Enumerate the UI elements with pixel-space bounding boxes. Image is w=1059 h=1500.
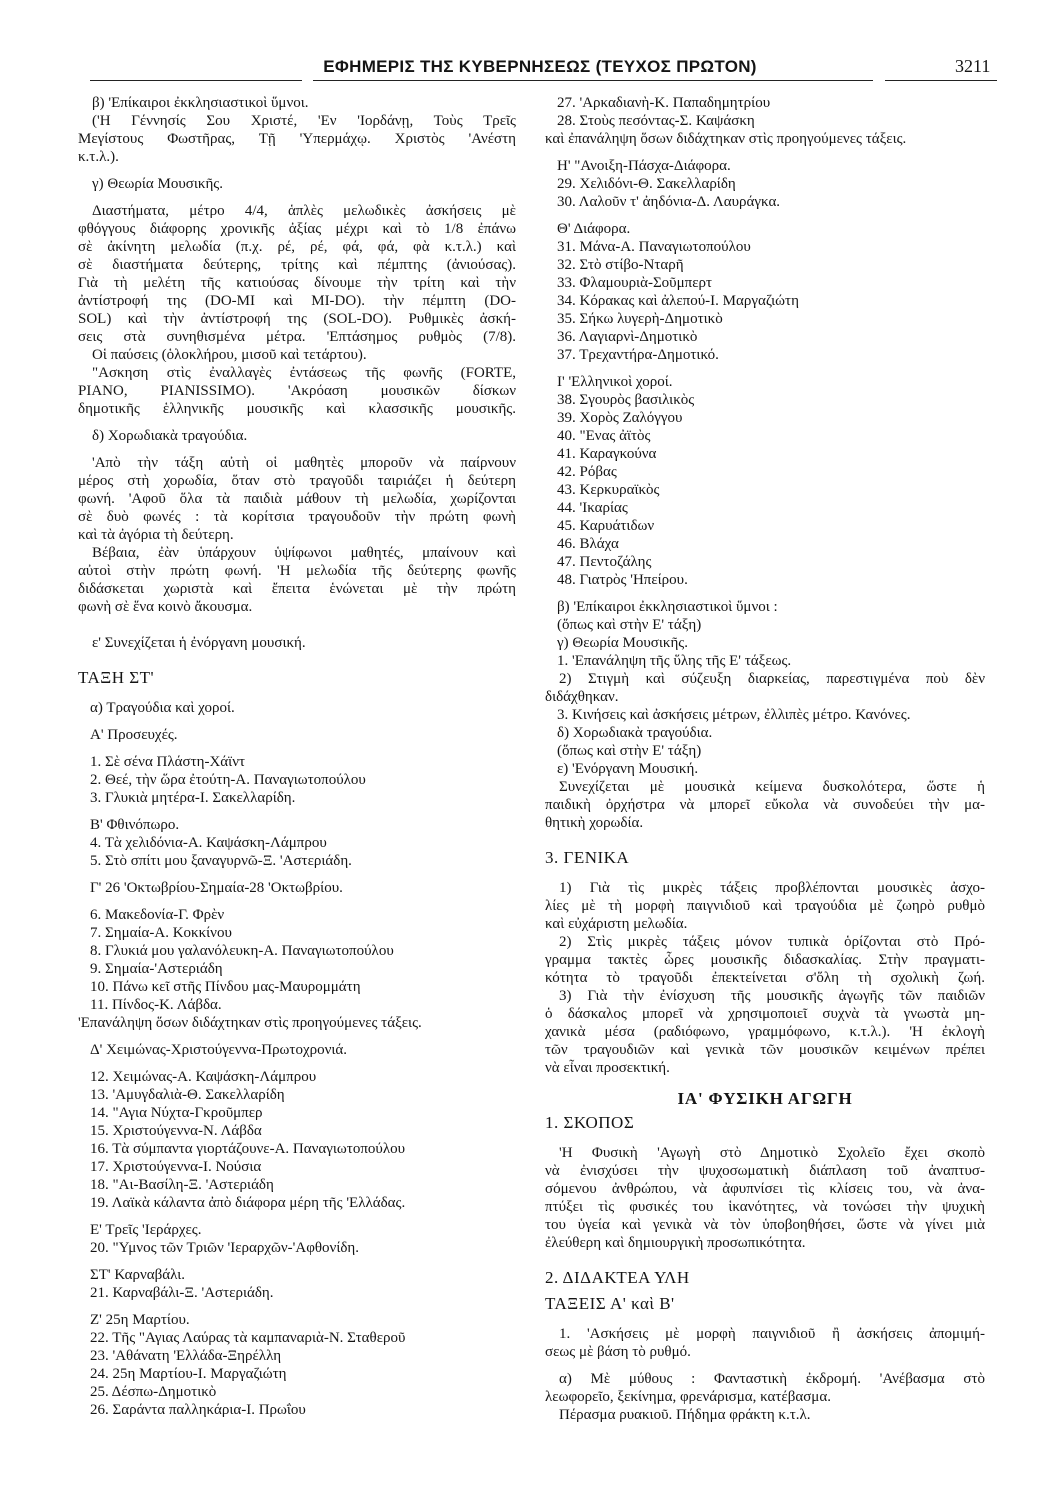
list-item: 7. Σημαία-Α. Κοκκίνου	[90, 925, 232, 941]
text-line: διδάσκεται χωριστὰ καὶ ἔπειτα ἑνώνεται μὲ τὴν πρώτη	[78, 581, 516, 597]
paragraph	[545, 1406, 985, 1424]
heading-text: ΤΑΞΗ ΣΤ'	[78, 668, 155, 687]
list-item: 2. Θεέ, τὴν ὥρα ἐτούτη-Α. Παναγιωτοπούλου	[90, 772, 366, 788]
list-item: 30. Λαλοῦν τ' ἀηδόνια-Δ. Λαυράγκα.	[557, 194, 781, 210]
list	[545, 220, 985, 364]
text-line: καὶ εὐχάριστη μελωδία.	[545, 916, 688, 932]
section-heading	[545, 846, 985, 870]
paragraph	[78, 94, 516, 112]
list-item: 3. Γλυκιὰ μητέρα-Ι. Σακελλαρίδη.	[90, 790, 296, 806]
list-item: 13. 'Αμυγδαλιὰ-Θ. Σακελλαρίδη	[90, 1087, 285, 1103]
text-line: σὲ ἀκίνητη μελωδία (π.χ. ρέ, ρέ, φά, φά, φὰ κ.τ.λ.) καὶ	[78, 239, 516, 255]
list-item: 20. "Υμνος τῶν Τριῶν 'Ιεραρχῶν-'Αφθονίδη.	[90, 1240, 360, 1256]
text-line: νὰ εἶναι προσεκτική.	[545, 1060, 670, 1076]
paragraph	[545, 1370, 985, 1406]
paragraph	[78, 1014, 516, 1032]
list-group	[545, 706, 985, 778]
heading-text: ΤΑΞΕΙΣ Α' καὶ Β'	[545, 1294, 675, 1313]
list-item: 44. 'Ικαρίας	[557, 500, 628, 516]
list-group	[78, 1041, 516, 1059]
text-line: αὐτοὶ στὴν πρώτη φωνή. 'Η μελωδία τῆς δεύτερης φωνῆς	[78, 563, 516, 579]
list	[78, 1266, 516, 1302]
list	[78, 1068, 516, 1212]
list-item: 42. Ρόβας	[557, 464, 617, 480]
text-line: 2) Στὶς μικρὲς τάξεις μόνον τυπικὰ ὁρίζονται στὸ Πρό-	[559, 934, 985, 950]
text-line: α) Μὲ μύθους : Φανταστικὴ ἐκδρομή. 'Ανέβασμα στὸ	[559, 1371, 985, 1387]
list	[545, 94, 985, 130]
list-item: 40. "Ενας ἀϊτὸς	[557, 428, 651, 444]
text-line: ('Η Γέννησίς Σου Χριστέ, 'Εν 'Ιορδάνῃ, Τοὺς Τρεῖς	[92, 113, 516, 129]
text-line: τῶν τραγουδιῶν καὶ γενικὰ τῶν μουσικῶν κειμένων πρέπει	[545, 1042, 985, 1058]
list-item: 16. Τὰ σύμπαντα γιορτάζουνε-Α. Παναγιωτοπούλου	[90, 1141, 406, 1157]
paragraph	[78, 544, 516, 616]
list-group	[78, 1311, 516, 1419]
text-line: δ) Χορωδιακὰ τραγούδια.	[92, 428, 248, 444]
list	[545, 598, 985, 670]
text-line: φωνή. 'Αφοῦ ὅλα τὰ παιδιὰ μάθουν τὴ μελωδία, χωρίζονται	[78, 491, 516, 507]
list-item: 10. Πάνω κεῖ στῆς Πίνδου μας-Μαυρομμάτη	[90, 979, 361, 995]
list-item: α) Τραγούδια καὶ χοροί.	[90, 700, 235, 716]
list	[545, 157, 985, 211]
text-line: ε' Συνεχίζεται ἡ ἐνόργανη μουσική.	[92, 635, 306, 651]
paragraph	[545, 1292, 985, 1316]
text-line: Βέβαια, ἐὰν ὑπάρχουν ὑψίφωνοι μαθητές, μπαίνουν καὶ	[92, 545, 516, 561]
list-group	[78, 753, 516, 807]
text-line: σὲ δυὸ φωνές : τὰ κορίτσια τραγουδοῦν τὴν πρώτη φωνὴ	[78, 509, 516, 525]
text-block	[78, 427, 516, 445]
text-line: δημοτικῆς ἑλληνικῆς μουσικῆς καὶ κλασσικῆς μουσικῆς.	[78, 401, 516, 417]
list	[78, 726, 516, 744]
paragraph	[78, 202, 516, 346]
paragraph	[78, 454, 516, 544]
list-group	[78, 1221, 516, 1257]
paragraph	[78, 634, 516, 652]
paragraph	[78, 112, 516, 166]
list-group	[545, 220, 985, 364]
right-column	[545, 94, 985, 1424]
text-block	[78, 454, 516, 616]
list-item: 36. Λαγιαρνὶ-Δημοτικὸ	[557, 329, 698, 345]
text-block	[78, 1014, 516, 1032]
section-heading	[545, 1292, 985, 1316]
paragraph	[545, 879, 985, 933]
text-line: Μεγίστους Φωστῆρας, Τῇ 'Υπερμάχῳ. Χριστὸς 'Ανέστη	[78, 131, 516, 147]
text-line: κ.τ.λ.).	[78, 149, 119, 165]
list-item: 28. Στοὺς πεσόντας-Σ. Καψάσκη	[557, 113, 755, 129]
list-item: 29. Χελιδόνι-Θ. Σακελλαρίδη	[557, 176, 736, 192]
list-item: Γ' 26 'Οκτωβρίου-Σημαία-28 'Οκτωβρίου.	[90, 880, 343, 896]
list-item: β) 'Επίκαιροι ἐκκλησιαστικοὶ ὕμνοι :	[557, 599, 778, 615]
list	[78, 1041, 516, 1059]
text-block	[545, 1370, 985, 1424]
list-item: 39. Χορὸς Ζαλόγγου	[557, 410, 683, 426]
text-line: σεως μὲ βάση τὸ ρυθμό.	[545, 1344, 691, 1360]
text-line: 'Απὸ τὴν τάξη αὐτὴ οἱ μαθητὲς μποροῦν νὰ παίρνουν	[92, 455, 516, 471]
text-block	[545, 879, 985, 1077]
list-group	[545, 373, 985, 589]
list-item: 1. Σὲ σένα Πλάστη-Χάϊντ	[90, 754, 246, 770]
text-line: 3) Γιὰ τὴν ἐνίσχυση τῆς μουσικῆς ἀγωγῆς τῶν παιδιῶν	[559, 988, 985, 1004]
list-item: 9. Σημαία-'Αστεριάδη	[90, 961, 223, 977]
paragraph	[545, 1111, 985, 1135]
heading-text: 3. ΓΕΝΙΚΑ	[545, 848, 630, 867]
list-item: 17. Χριστούγεννα-Ι. Νούσια	[90, 1159, 262, 1175]
text-line: πτύξει τὶς φυσικές του ἱκανότητες, νὰ τονώσει τὴν ψυχικὴ	[545, 1199, 985, 1215]
text-line: καὶ ἐπανάληψη ὅσων διδάχτηκαν στὶς προηγούμενες τάξεις.	[545, 131, 907, 147]
list-item: Ι' 'Ελληνικοὶ χοροί.	[557, 374, 673, 390]
list-item: 33. Φλαμουριὰ-Σοῦμπερτ	[557, 275, 713, 291]
list-item: 19. Λαϊκὰ κάλαντα ἀπὸ διάφορα μέρη τῆς 'Ελλάδας.	[90, 1195, 406, 1211]
paragraph	[78, 427, 516, 445]
section-heading	[545, 1266, 985, 1290]
list-item: 22. Τῆς "Αγιας Λαύρας τὰ καμπαναριὰ-Ν. Σταθεροῦ	[90, 1330, 406, 1346]
paragraph	[78, 364, 516, 418]
text-line: 'Επανάληψη ὅσων διδάχτηκαν στὶς προηγούμενες τάξεις.	[78, 1015, 422, 1031]
text-line: λεωφορεῖο, ξεκίνημα, φρενάρισμα, κατέβασμα.	[545, 1389, 831, 1405]
text-block	[545, 1144, 985, 1252]
page-number: 3211	[955, 56, 991, 76]
paragraph	[545, 1144, 985, 1252]
list-group	[78, 879, 516, 897]
section-heading	[78, 666, 516, 690]
text-line: θητικὴ χορωδία.	[545, 815, 644, 831]
paragraph	[545, 1325, 985, 1361]
list	[78, 906, 516, 1014]
text-line: διδάχθηκαν.	[545, 689, 619, 705]
paragraph	[545, 933, 985, 987]
list-item: 21. Καρναβάλι-Ξ. 'Αστεριάδη.	[90, 1285, 274, 1301]
list-item: (ὅπως καὶ στὴν Ε' τάξη)	[557, 617, 702, 633]
list-item: Θ' Διάφορα.	[557, 221, 631, 237]
paragraph	[78, 666, 516, 690]
list-item: 38. Σγουρὸς βασιλικὸς	[557, 392, 695, 408]
list-item: Ζ' 25η Μαρτίου.	[90, 1312, 190, 1328]
list-item: ε) 'Ενόργανη Μουσική.	[557, 761, 699, 777]
list-item: 12. Χειμώνας-Α. Καψάσκη-Λάμπρου	[90, 1069, 317, 1085]
text-block	[78, 175, 516, 193]
header-rule	[90, 80, 302, 81]
list-group	[78, 816, 516, 870]
list	[545, 373, 985, 589]
list-item: 37. Τρεχαντήρα-Δημοτικό.	[557, 347, 719, 363]
list-item: Β' Φθινόπωρο.	[90, 817, 180, 833]
paragraph	[78, 346, 516, 364]
list-item: 11. Πίνδος-Κ. Λάβδα.	[90, 997, 222, 1013]
text-block	[545, 670, 985, 706]
gazette-title: ΕΦΗΜΕΡΙΣ ΤΗΣ ΚΥΒΕΡΝΗΣΕΩΣ (ΤΕΥΧΟΣ ΠΡΩΤΟΝ)	[323, 57, 757, 76]
text-line: ἐλεύθερη καὶ δημιουργικὴ προσωπικότητα.	[545, 1235, 806, 1251]
list-item: 4. Τὰ χελιδόνια-Α. Καψάσκη-Λάμπρου	[90, 835, 327, 851]
list-group	[78, 1266, 516, 1302]
text-line: γραμμα τακτὲς ὧρες μουσικῆς διδασκαλίας. Στὴν πραγματι-	[545, 952, 985, 968]
text-block	[545, 778, 985, 832]
list-item: 5. Στὸ σπίτι μου ξαναγυρνῶ-Ξ. 'Αστεριάδη.	[90, 853, 352, 869]
text-line: 'Η Φυσικὴ 'Αγωγὴ στὸ Δημοτικὸ Σχολεῖο ἔχει σκοπὸ	[559, 1145, 985, 1161]
text-line: γ) Θεωρία Μουσικῆς.	[92, 176, 223, 192]
list-item: 8. Γλυκιά μου γαλανόλευκη-Α. Παναγιωτοπούλου	[90, 943, 394, 959]
paragraph	[545, 1087, 985, 1111]
text-line: νὰ ἐνισχύσει τὴν ψυχοσωματικὴ διάπλαση τοῦ ἀναπτυσ-	[545, 1163, 985, 1179]
list-group	[78, 726, 516, 744]
text-line: β) 'Επίκαιροι ἐκκλησιαστικοὶ ὕμνοι.	[92, 95, 309, 111]
heading-text: 2. ΔΙΔΑΚΤΕΑ ΥΛΗ	[545, 1268, 690, 1287]
list-item: 46. Βλάχα	[557, 536, 619, 552]
text-line: σεις στὰ συνηθισμένα μέτρα. 'Επτάσημος ρυθμὸς (7/8).	[78, 329, 516, 345]
text-line: Διαστήματα, μέτρο 4/4, ἁπλὲς μελωδικὲς ἀσκήσεις μὲ	[92, 203, 516, 219]
text-line: SOL) καὶ τὴν ἀντίστροφή της (SOL-DO). Ρυθμικὲς ἀσκή-	[78, 311, 516, 327]
text-line: φωνὴ σὲ ἕνα κοινὸ ἄκουσμα.	[78, 599, 253, 615]
list-item: 45. Καρυάτιδων	[557, 518, 655, 534]
list-item: Ε' Τρεῖς 'Ιεράρχες.	[90, 1222, 202, 1238]
text-block	[545, 1325, 985, 1361]
list-item: 25. Δέσπω-Δημοτικὸ	[90, 1384, 217, 1400]
list-item: 3. Κινήσεις καὶ ἀσκήσεις μέτρων, ἐλλιπὲς μέτρο. Κανόνες.	[557, 707, 911, 723]
list-item: 24. 25η Μαρτίου-Ι. Μαργαζιώτη	[90, 1366, 287, 1382]
paragraph	[78, 175, 516, 193]
text-line: παιδικὴ ὀρχήστρα νὰ μπορεῖ εὔκολα νὰ συνοδεύει τὴν μα-	[545, 797, 985, 813]
text-line: "Ασκηση στὶς ἐναλλαγὲς ἐντάσεως τῆς φωνῆς (FORTE,	[92, 365, 516, 381]
list-item: γ) Θεωρία Μουσικῆς.	[557, 635, 688, 651]
header-rule	[313, 80, 873, 81]
text-line: φθόγγους διάφορης χρονικῆς ἀξίας μέχρι καὶ τὸ 1/8 ἐπάνω	[78, 221, 516, 237]
list-item: Η' "Ανοιξη-Πάσχα-Διάφορα.	[557, 158, 731, 174]
list-item: 1. 'Επανάληψη τῆς ὕλης τῆς Ε' τάξεως.	[557, 653, 792, 669]
list	[78, 816, 516, 870]
list-item: 41. Καραγκούνα	[557, 446, 657, 462]
text-line: κότητα τὸ τραγοῦδι ἐπεκτείνεται σ'ὅλη τὴ σχολικὴ ζωή.	[545, 970, 985, 986]
text-line: μέρος στὴ χορωδία, ὅταν στὸ τραγοῦδι ταιριάζει ἡ δεύτερη	[78, 473, 516, 489]
text-line: καὶ τὰ ἀγόρια τὴ δεύτερη.	[78, 527, 234, 543]
text-block	[545, 130, 985, 148]
list-item: 15. Χριστούγεννα-Ν. Λάβδα	[90, 1123, 262, 1139]
list-item: δ) Χορωδιακὰ τραγούδια.	[557, 725, 713, 741]
list-item: 34. Κόρακας καὶ ἀλεπού-Ι. Μαργαζιώτη	[557, 293, 799, 309]
list-item: 27. 'Αρκαδιανὴ-Κ. Παπαδημητρίου	[557, 95, 771, 111]
list-item: 35. Σήκω λυγερὴ-Δημοτικὸ	[557, 311, 723, 327]
text-line: σὲ διαστήματα δεύτερης, τρίτης καὶ πέμπτης (ἀνιούσας).	[78, 257, 516, 273]
text-line: ὁ δάσκαλος μπορεῖ νὰ χρησιμοποιεῖ συχνὰ τὰ γνωστὰ μη-	[545, 1006, 985, 1022]
text-line: λίες μὲ τὴ μορφὴ παιγνιδιοῦ καὶ τραγούδια μὲ ζωηρὸ ρυθμὸ	[545, 898, 985, 914]
list	[545, 706, 985, 778]
text-line: του ὑγεία καὶ γενικὰ νὰ τὸν ὑποβοηθήσει, ὥστε νὰ γίνει μιὰ	[545, 1217, 985, 1233]
list	[78, 699, 516, 717]
list	[78, 879, 516, 897]
list-group	[545, 94, 985, 130]
text-line: Πέρασμα ρυακιοῦ. Πήδημα φράκτη κ.τ.λ.	[559, 1407, 811, 1423]
list-group	[78, 906, 516, 1014]
paragraph	[545, 670, 985, 706]
list	[78, 1221, 516, 1257]
text-line: χανικὰ μέσα (ραδιόφωνο, γραμμόφωνο, κ.τ.λ.). 'Η ἐκλογὴ	[545, 1024, 985, 1040]
list-group	[78, 1068, 516, 1212]
section-heading	[545, 1087, 985, 1111]
paragraph	[545, 778, 985, 832]
text-line: 2) Στιγμὴ καὶ σύζευξη διαρκείας, παρεστιγμένα ποὺ δὲν	[559, 671, 985, 687]
list-item: (ὅπως καὶ στὴν Ε' τάξη)	[557, 743, 702, 759]
heading-text: 1. ΣΚΟΠΟΣ	[545, 1113, 635, 1132]
list-item: ΣΤ' Καρναβάλι.	[90, 1267, 185, 1283]
heading-text: ΙΑ' ΦΥΣΙΚΗ ΑΓΩΓΗ	[677, 1089, 853, 1108]
header-rule	[885, 80, 997, 81]
list-item: Δ' Χειμώνας-Χριστούγεννα-Πρωτοχρονιά.	[90, 1042, 348, 1058]
list-item: 23. 'Αθάνατη 'Ελλάδα-Ξηρέλλη	[90, 1348, 282, 1364]
text-block	[78, 94, 516, 166]
list-group	[545, 598, 985, 670]
list-group	[78, 699, 516, 717]
list	[78, 1311, 516, 1419]
text-line: 1) Γιὰ τὶς μικρὲς τάξεις προβλέπονται μουσικὲς ἀσχο-	[559, 880, 985, 896]
list-group	[545, 157, 985, 211]
paragraph	[545, 1266, 985, 1290]
list-item: Α' Προσευχές.	[90, 727, 178, 743]
list-item: 26. Σαράντα παλληκάρια-Ι. Πρωΐου	[90, 1402, 306, 1418]
paragraph	[545, 987, 985, 1077]
list-item: 47. Πεντοζάλης	[557, 554, 652, 570]
list-item: 32. Στὸ στίβο-Νταρῆ	[557, 257, 684, 273]
text-line: Συνεχίζεται μὲ μουσικὰ κείμενα δυσκολότερα, ὥστε ἡ	[559, 779, 985, 795]
left-column	[78, 94, 516, 1419]
text-block	[78, 202, 516, 418]
text-block	[78, 634, 516, 652]
paragraph	[545, 130, 985, 148]
text-line: PIANO, PIANISSIMO). 'Ακρόαση μουσικῶν δίσκων	[78, 383, 516, 399]
text-line: ἀντίστροφή της (DO-MI καὶ MI-DO). τὴν πέμπτη (DO-	[78, 293, 516, 309]
text-line: 1. 'Ασκήσεις μὲ μορφὴ παιγνιδιοῦ ἢ ἀσκήσεις ἀπομιμή-	[559, 1326, 985, 1342]
list-item: 6. Μακεδονία-Γ. Φρὲν	[90, 907, 225, 923]
text-line: Οἱ παύσεις (ὁλοκλήρου, μισοῦ καὶ τετάρτου).	[92, 347, 367, 363]
list	[78, 753, 516, 807]
list-item: 14. "Αγια Νύχτα-Γκροῦμπερ	[90, 1105, 263, 1121]
paragraph	[545, 846, 985, 870]
text-line: σόμενου ἀνθρώπου, νὰ ἀφυπνίσει τὶς κλίσεις του, νὰ ἀνα-	[545, 1181, 985, 1197]
text-line: Γιὰ τὴ μελέτη τῆς κατιούσας δίνουμε τὴν τρίτη καὶ τὴν	[78, 275, 516, 291]
section-heading	[545, 1111, 985, 1135]
list-item: 31. Μάνα-Α. Παναγιωτοπούλου	[557, 239, 751, 255]
list-item: 43. Κερκυραϊκὸς	[557, 482, 660, 498]
list-item: 18. "Αι-Βασίλη-Ξ. 'Αστεριάδη	[90, 1177, 274, 1193]
list-item: 48. Γιατρὸς 'Ηπείρου.	[557, 572, 688, 588]
